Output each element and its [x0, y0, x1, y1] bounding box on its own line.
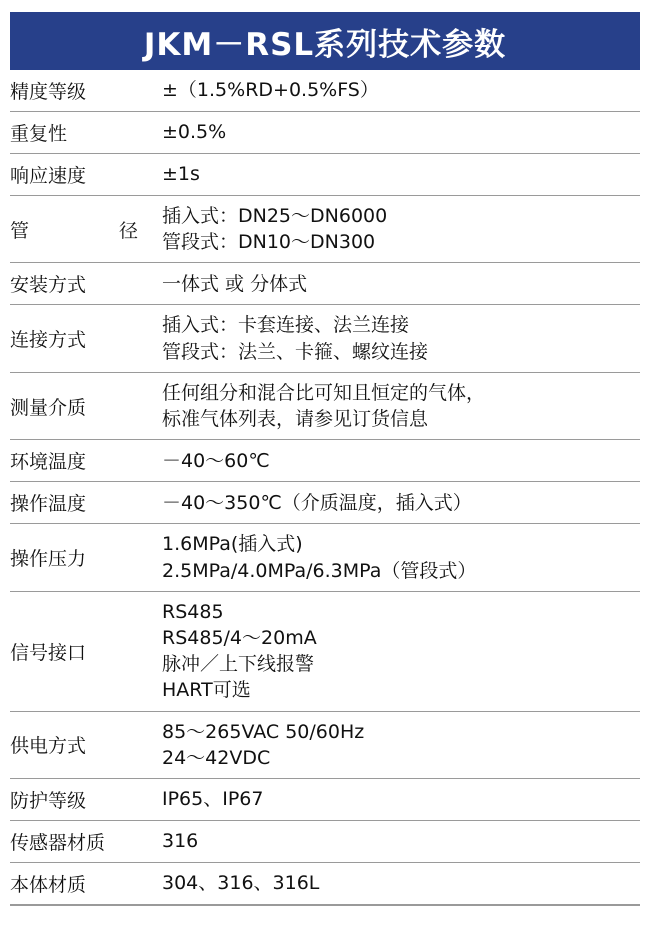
table-bottom-rule: [10, 905, 640, 906]
spec-value: [162, 711, 640, 778]
spec-label: 操作压力: [10, 548, 87, 571]
spec-value-line: ±1s: [162, 163, 200, 186]
spec-value-line: 脉冲／上下线报警: [162, 653, 315, 676]
spec-label: 测量介质: [10, 396, 87, 419]
spec-value-line: 24～42VDC: [162, 746, 271, 769]
spec-value: [162, 263, 640, 305]
spec-value-line: －40～60℃: [162, 449, 270, 472]
spec-value: [162, 821, 640, 863]
spec-value: [162, 154, 640, 196]
spec-value-line: 一体式 或 分体式: [162, 272, 308, 295]
spec-value-line: 1.6MPa(插入式): [162, 533, 303, 556]
spec-value-line: 304、316、316L: [162, 872, 320, 895]
spec-label: [10, 196, 162, 263]
spec-label: 重复性: [10, 123, 68, 145]
spec-value-line: 标准气体列表，请参见订货信息: [162, 408, 429, 431]
spec-table: [10, 70, 640, 905]
spec-value: [162, 372, 640, 439]
spec-sheet: [0, 12, 650, 940]
spec-value: [162, 591, 640, 711]
spec-value: [162, 863, 640, 905]
spec-value: [162, 524, 640, 591]
spec-value-line: 管段式：DN10～DN300: [162, 231, 376, 254]
spec-label: 响应速度: [10, 165, 87, 187]
spec-table-body: [10, 70, 640, 905]
table-row: [10, 863, 640, 905]
spec-label-text: 管径: [10, 219, 138, 242]
table-row: [10, 196, 640, 263]
table-row: [10, 70, 640, 112]
table-row: [10, 372, 640, 439]
spec-value: [162, 196, 640, 263]
table-row: [10, 821, 640, 863]
table-row: [10, 482, 640, 524]
page-title: JKM－RSL系列技术参数: [143, 26, 507, 63]
table-row: [10, 305, 640, 372]
spec-label: 防护等级: [10, 790, 87, 813]
spec-value-line: －40～350℃（介质温度，插入式）: [162, 491, 472, 514]
spec-value-line: RS485: [162, 600, 224, 623]
spec-value: [162, 112, 640, 154]
spec-value-line: 316: [162, 830, 199, 853]
spec-label: 安装方式: [10, 274, 87, 297]
spec-label: 传感器材质: [10, 832, 106, 855]
spec-value: [162, 482, 640, 524]
spec-value: [162, 70, 640, 112]
spec-value-line: RS485/4～20mA: [162, 626, 317, 649]
spec-label: 环境温度: [10, 451, 87, 474]
spec-value-line: HART可选: [162, 679, 251, 702]
table-row: [10, 154, 640, 196]
spec-value-line: 插入式：卡套连接、法兰连接: [162, 314, 410, 337]
spec-label: 本体材质: [10, 874, 87, 897]
spec-value-line: ±0.5%: [162, 121, 227, 144]
spec-value-line: 85～265VAC 50/60Hz: [162, 720, 365, 743]
spec-value: [162, 440, 640, 482]
table-row: [10, 524, 640, 591]
table-row: [10, 112, 640, 154]
title-bar: [10, 12, 640, 70]
table-row: [10, 440, 640, 482]
spec-value: [162, 305, 640, 372]
spec-value-line: ±（1.5%RD+0.5%FS）: [162, 79, 379, 102]
spec-label: 连接方式: [10, 329, 87, 352]
spec-value-line: 管段式：法兰、卡箍、螺纹连接: [162, 340, 429, 363]
table-row: [10, 711, 640, 778]
spec-label: 精度等级: [10, 81, 87, 103]
spec-value: [162, 779, 640, 821]
spec-value-line: IP65、IP67: [162, 788, 264, 811]
table-row: [10, 779, 640, 821]
spec-label: 操作温度: [10, 493, 87, 516]
spec-label: 信号接口: [10, 641, 87, 664]
spec-value-line: 2.5MPa/4.0MPa/6.3MPa（管段式）: [162, 559, 477, 582]
spec-value-line: 插入式：DN25～DN6000: [162, 205, 388, 227]
table-row: [10, 263, 640, 305]
spec-label: 供电方式: [10, 735, 87, 758]
table-row: [10, 591, 640, 711]
spec-value-line: 任何组分和混合比可知且恒定的气体，: [162, 381, 486, 404]
